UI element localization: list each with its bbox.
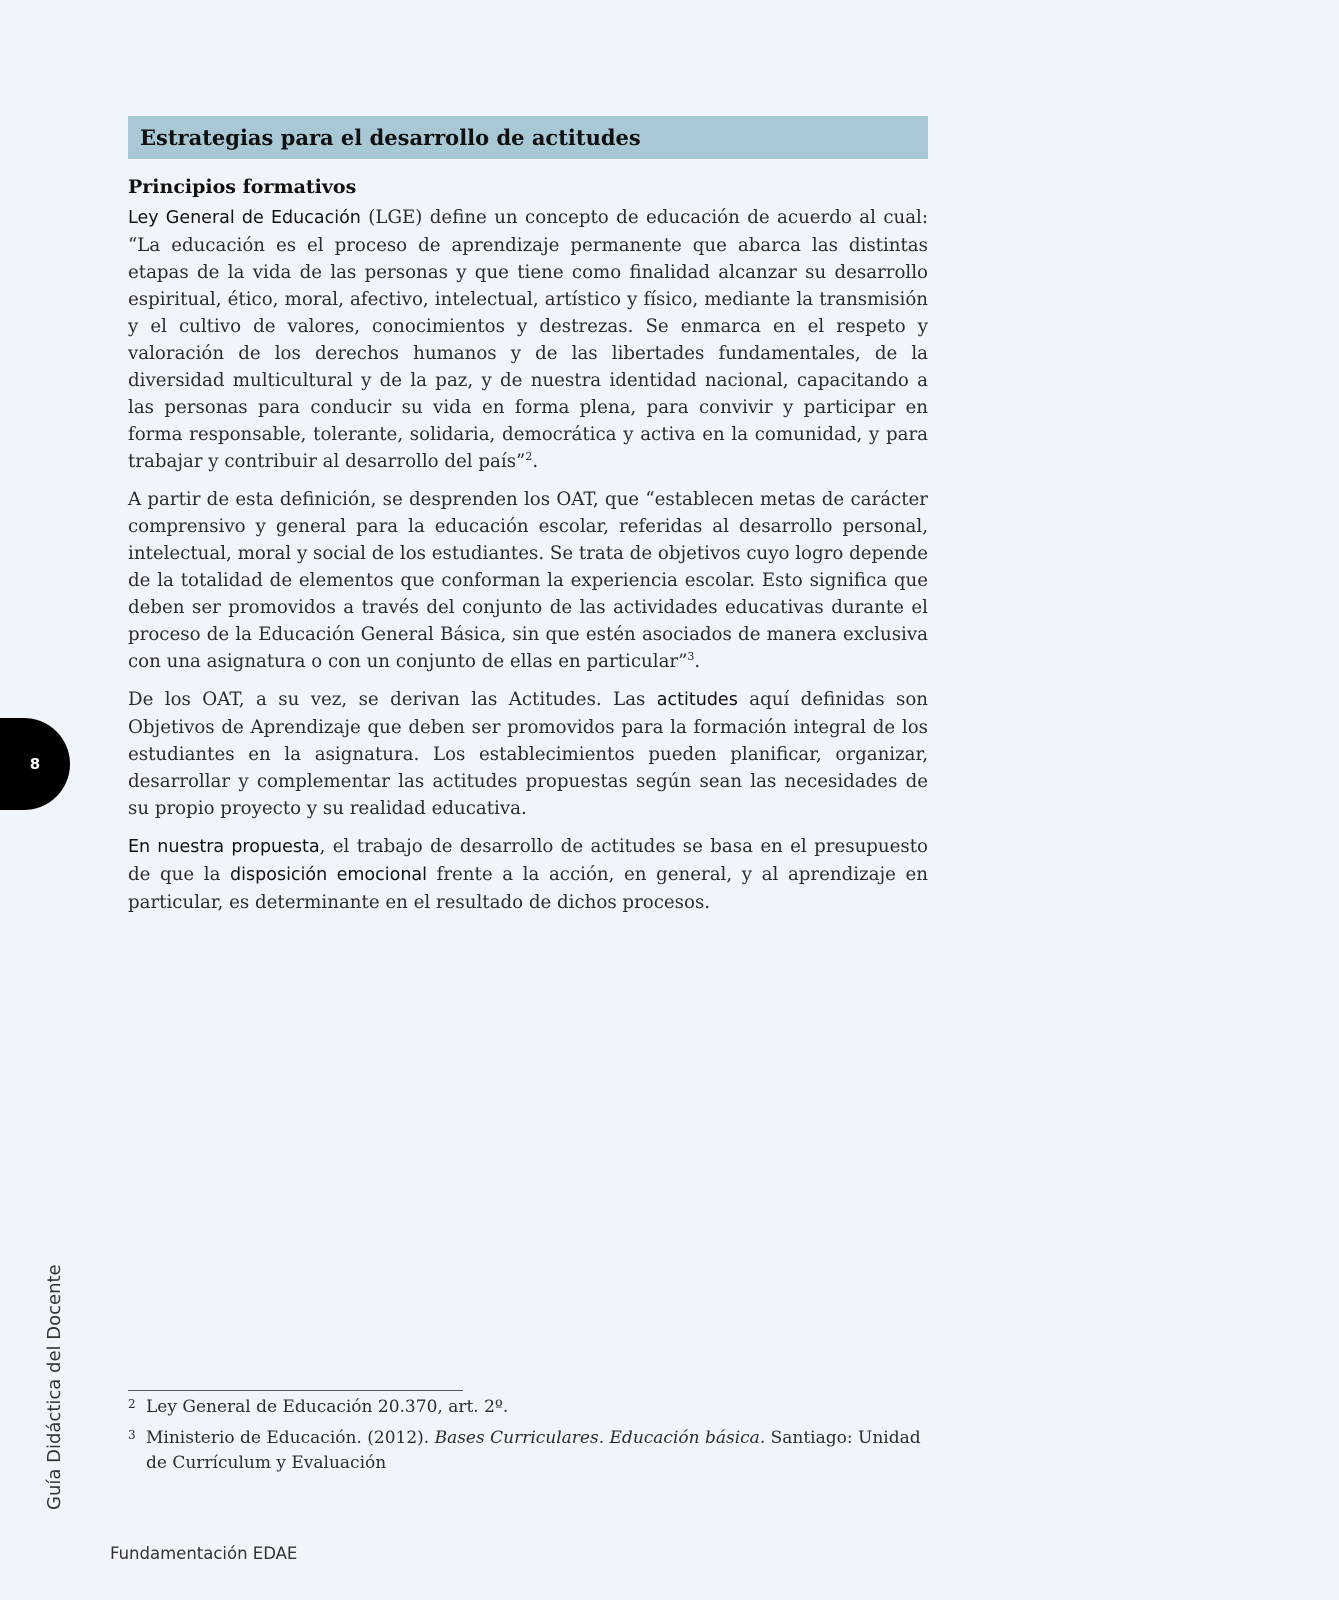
page-number: 8 [29,755,41,773]
footnote-text-after: . Santiago: Unidad de Currículum y Evaluación [146,1428,921,1473]
paragraph-1-text: (LGE) define un concepto de educación de acuerdo al cual: “La educación es el proceso de aprendizaje permanente que abarca las distintas etapas de la vida de las personas y que tiene como finalidad alcanzar su desarrollo espiritual, ético, moral, afectivo, intelectual, artístico y físico, mediante la transmisión y el cultivo de valores, conocimientos y destrezas. Se enmarca en el respeto y valoración de los derechos humanos y de las libertades fundamentales, de la diversidad multicultural y de la paz, y de nuestra identidad nacional, capacitando a las personas para conducir su vida en forma plena, para convivir y participar en forma responsable, tolerante, solidaria, democrática y activa en la comunidad, y para trabajar y contribuir al desarrollo del país” [128,207,929,472]
footnote-text: Ley General de Educación 20.370, art. 2º. [146,1397,509,1417]
footnote-divider [128,1390,463,1391]
footnote-number: 2 [128,1397,136,1411]
paragraph-3 [128,686,928,822]
page-number-tab [0,718,70,810]
section-title-banner [128,116,928,159]
footnote-title-italic: Bases Curriculares. Educación básica [434,1428,760,1448]
paragraph-1 [128,204,928,475]
footnotes [128,1395,928,1482]
paragraph-2-end: . [694,651,701,672]
subheading: Principios formativos [128,176,357,198]
footnote-item [128,1395,928,1420]
side-label: Guía Didáctica del Docente [44,1264,65,1510]
highlight-propuesta: En nuestra propuesta [128,837,320,857]
highlight-lge: Ley General de Educación [128,208,361,228]
page-footer: Fundamentación EDAE [110,1544,298,1563]
paragraph-2 [128,486,928,675]
paragraph-1-end: . [532,451,539,472]
footnote-number: 3 [128,1428,136,1442]
paragraph-3-after: aquí definidas son Objetivos de Aprendizaje que deben ser promovidos para la formación integral de los estudiantes en la asignatura. Los establecimientos pueden planificar, organizar, desarrollar y complementar las actitudes propuestas según sean las necesidades de su propio proyecto y su realidad educativa. [128,689,928,819]
paragraph-2-text: A partir de esta definición, se desprenden los OAT, que “establecen metas de carácter comprensivo y general para la educación escolar, referidas al desarrollo personal, intelectual, moral y social de los estudiantes. Se trata de objetivos cuyo logro depende de la totalidad de elementos que conforman la experiencia escolar. Esto significa que deben ser promovidos a través del conjunto de las actividades educativas durante el proceso de la Educación General Básica, sin que estén asociados de manera exclusiva con una asignatura o con un conjunto de ellas en particular” [128,489,929,672]
highlight-disposicion: disposición emocional [230,865,427,885]
highlight-actitudes: actitudes [656,690,738,710]
paragraph-4-middle: , el trabajo de desarrollo de actitudes se basa en el presupuesto de que la [128,836,928,885]
footnote-ref-3: 3 [687,649,695,663]
footnote-text [146,1426,928,1476]
paragraph-4-after: frente a la acción, en general, y al aprendizaje en particular, es determinante en el resultado de dichos procesos. [128,864,928,913]
footnote-text-before: Ministerio de Educación. (2012). [146,1428,435,1448]
footnote-ref-2: 2 [525,449,533,463]
footnote-item [128,1426,928,1476]
section-title: Estrategias para el desarrollo de actitudes [140,125,641,150]
paragraph-4 [128,833,928,916]
paragraph-3-before: De los OAT, a su vez, se derivan las Actitudes. Las [128,689,657,710]
main-content [128,176,928,927]
